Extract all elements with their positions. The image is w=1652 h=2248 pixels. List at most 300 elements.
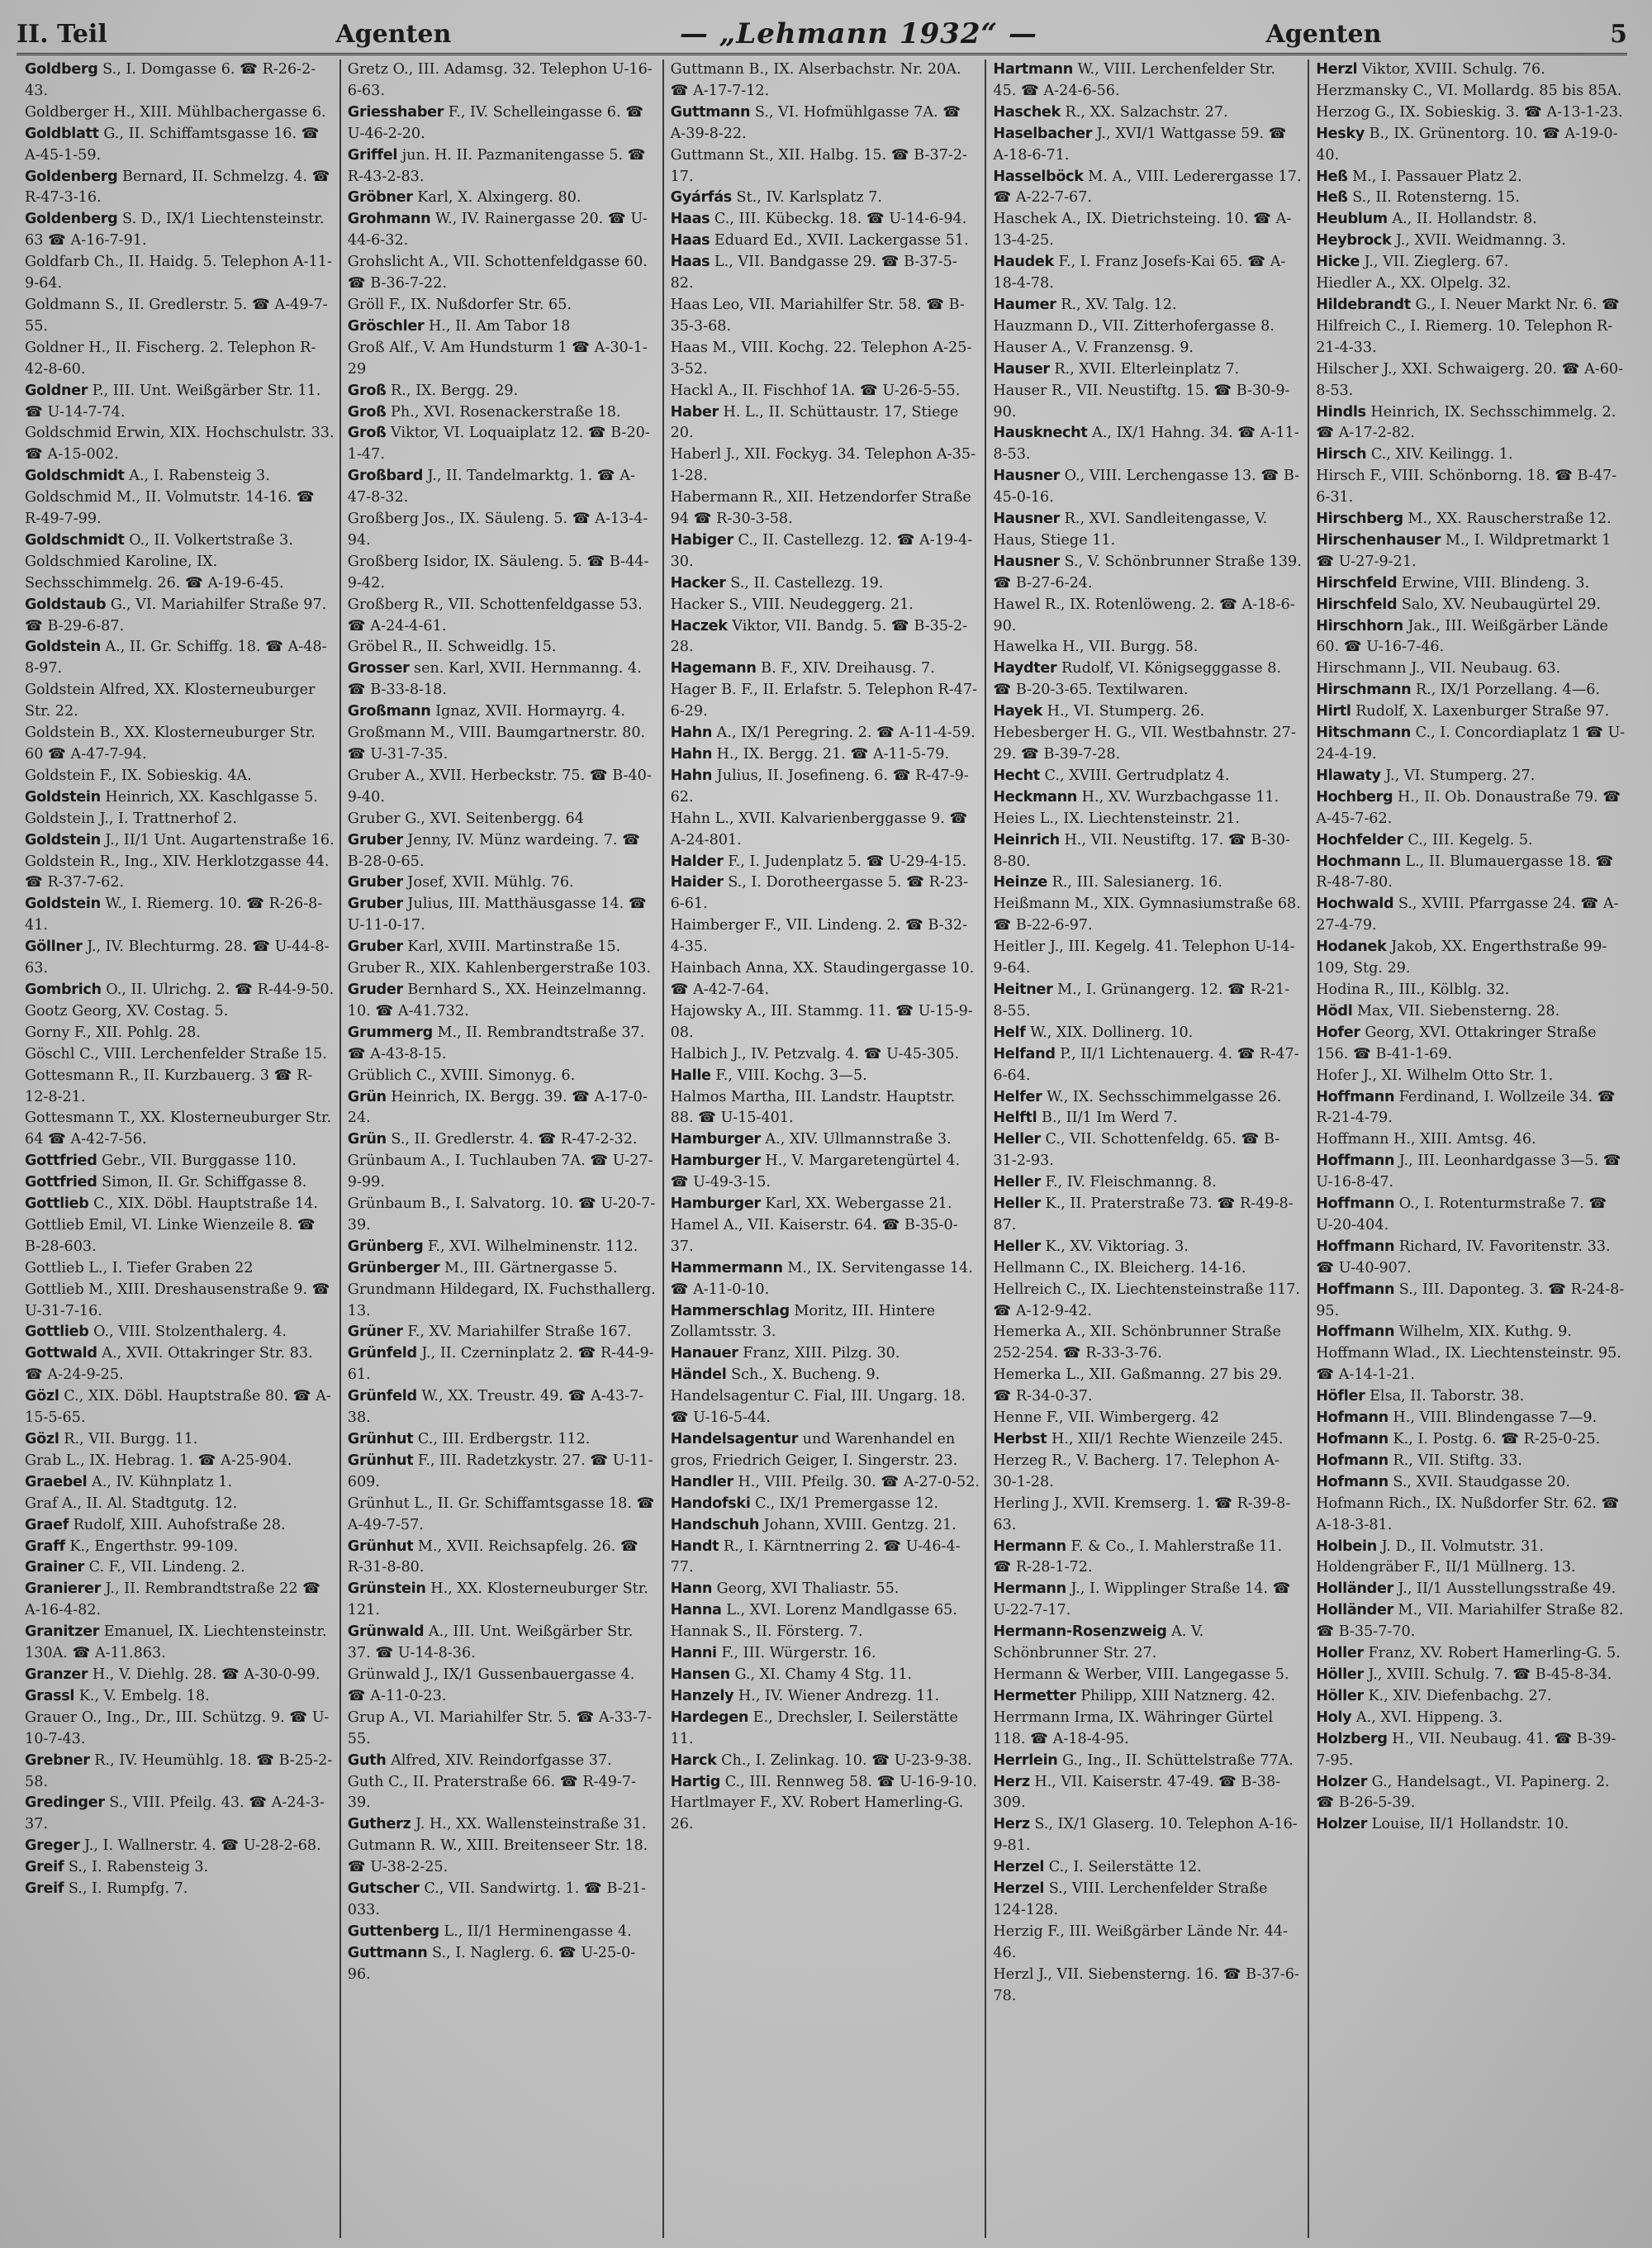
entry-details: W., XX. Treustr. 49. ☎ A-43-7-38. bbox=[347, 1388, 644, 1427]
entry-name: Hitschmann bbox=[1316, 725, 1412, 742]
directory-entry bbox=[339, 980, 657, 1023]
entry-name: Hanzely bbox=[670, 1687, 734, 1704]
entry-name: Hirschenhauser bbox=[1316, 531, 1441, 549]
entry-name: Gottfried bbox=[25, 1153, 97, 1170]
directory-entry bbox=[339, 252, 657, 295]
directory-entry bbox=[339, 1537, 657, 1580]
directory-entry bbox=[1308, 1087, 1626, 1130]
entry-name: Heinrich bbox=[993, 831, 1060, 848]
directory-entry bbox=[23, 1343, 335, 1386]
entry-details: Sch., X. Bucheng. 9. bbox=[726, 1366, 881, 1384]
entry-details: Erwine, VIII. Blindeng. 3. bbox=[1397, 574, 1590, 592]
entry-details: Herling J., XVII. Kremserg. 1. ☎ R-39-8-63. bbox=[993, 1495, 1291, 1533]
entry-details: Goldschmid M., II. Volmutstr. 14-16. ☎ R-49-7-99. bbox=[25, 489, 315, 528]
directory-entry bbox=[339, 1579, 657, 1622]
entry-details: F., I. Judenplatz 5. ☎ U-29-4-15. bbox=[723, 853, 967, 870]
entry-details: O., I. Rotenturmstraße 7. ☎ U-20-404. bbox=[1316, 1195, 1607, 1233]
entry-details: Viktor, VII. Bandg. 5. ☎ B-35-2-28. bbox=[670, 617, 968, 656]
entry-name: Goldstein bbox=[25, 831, 101, 848]
directory-entry bbox=[1308, 295, 1626, 316]
directory-entry bbox=[1308, 1472, 1626, 1494]
entry-name: Goldenberg bbox=[25, 168, 118, 185]
entry-details: Großberg R., VII. Schottenfeldgasse 53. ☎ A-24-4-61. bbox=[347, 596, 643, 634]
directory-entry bbox=[662, 1386, 980, 1429]
entry-details: F. & Co., I. Mahlerstraße 11. ☎ R-28-1-72. bbox=[993, 1537, 1283, 1576]
entry-name: Grünberger bbox=[347, 1259, 440, 1276]
entry-name: Hammermann bbox=[670, 1259, 783, 1276]
entry-details: Henne F., VII. Wimbergerg. 42 bbox=[993, 1409, 1219, 1427]
entry-details: Louise, II/1 Hollandstr. 10. bbox=[1367, 1816, 1569, 1833]
entry-details: Halbich J., IV. Petzvalg. 4. ☎ U-45-305. bbox=[670, 1045, 960, 1062]
entry-details: Grundmann Hildegard, IX. Fuchsthallerg. 13. bbox=[347, 1281, 656, 1319]
entry-details: L., VII. Bandgasse 29. ☎ B-37-5-82. bbox=[670, 254, 957, 292]
entry-name: Griesshaber bbox=[347, 103, 444, 121]
directory-entry bbox=[339, 1836, 657, 1879]
entry-details: H., VIII. Blindengasse 7—9. bbox=[1388, 1409, 1597, 1427]
entry-details: H., II. Ob. Donaustraße 79. ☎ A-45-7-62. bbox=[1316, 788, 1621, 827]
entry-name: Göllner bbox=[25, 939, 83, 956]
entry-details: H., IX. Bergg. 21. ☎ A-11-5-79. bbox=[712, 746, 950, 763]
directory-entry bbox=[662, 530, 980, 573]
directory-entry bbox=[339, 1194, 657, 1237]
entry-details: Göschl C., VIII. Lerchenfelder Straße 15. bbox=[25, 1045, 327, 1062]
entry-details: Hamel A., VII. Kaiserstr. 64. ☎ B-35-0-37. bbox=[670, 1216, 958, 1255]
entry-name: Haas bbox=[670, 232, 710, 250]
entry-name: Hann bbox=[670, 1580, 713, 1598]
entry-name: Grassl bbox=[25, 1687, 75, 1704]
entry-details: Handelsagentur C. Fial, III. Ungarg. 18. ☎ U-16-5-44. bbox=[670, 1388, 966, 1427]
entry-name: Holbein bbox=[1316, 1537, 1378, 1555]
entry-details: A., XVII. Ottakringer Str. 83. ☎ A-24-9-25. bbox=[25, 1345, 313, 1384]
directory-entry bbox=[985, 1686, 1303, 1708]
entry-name: Holy bbox=[1316, 1709, 1352, 1726]
entry-details: Heitler J., III. Kegelg. 41. Telephon U-14-9-64. bbox=[993, 939, 1295, 977]
directory-entry bbox=[662, 338, 980, 381]
directory-entry bbox=[339, 1087, 657, 1130]
entry-details: O., VIII. Stolzenthalerg. 4. bbox=[88, 1324, 287, 1341]
entry-details: W., XIX. Dollinerg. 10. bbox=[1025, 1024, 1194, 1041]
entry-details: Guttmann St., XII. Halbg. 15. ☎ B-37-2-17. bbox=[670, 146, 967, 185]
directory-entry bbox=[662, 1151, 980, 1194]
entry-details: S., VIII. Pfeilg. 43. ☎ A-24-3-37. bbox=[25, 1794, 325, 1833]
directory-entry bbox=[23, 1194, 335, 1215]
entry-details: Goldberger H., XIII. Mühlbachergasse 6. bbox=[25, 103, 326, 121]
entry-details: Emanuel, IX. Liechtensteinstr. 130A. ☎ A-11.863. bbox=[25, 1623, 327, 1662]
entry-details: Hacker S., VIII. Neudeggerg. 21. bbox=[670, 596, 914, 613]
entry-details: W., I. Riemerg. 10. ☎ R-26-8-41. bbox=[25, 896, 323, 934]
entry-details: J., XVIII. Schulg. 7. ☎ B-45-8-34. bbox=[1363, 1666, 1612, 1683]
entry-details: Gretz O., III. Adamsg. 32. Telephon U-16-6-63. bbox=[347, 61, 653, 99]
entry-name: Gottlieb bbox=[25, 1195, 89, 1213]
entry-details: Grohslicht A., VII. Schottenfeldgasse 60. ☎ B-36-7-22. bbox=[347, 254, 648, 292]
entry-name: Heller bbox=[993, 1131, 1041, 1148]
directory-entry bbox=[662, 1494, 980, 1515]
entry-details: C., II. Castellezg. 12. ☎ A-19-4-30. bbox=[670, 531, 973, 570]
entry-name: Hirschhorn bbox=[1316, 617, 1403, 634]
entry-details: Haas Leo, VII. Mariahilfer Str. 58. ☎ B-35-3-68. bbox=[670, 296, 965, 335]
directory-entry bbox=[662, 616, 980, 659]
directory-entry bbox=[985, 1494, 1303, 1537]
publication-title: — „Lehmann 1932“ — bbox=[679, 17, 1037, 50]
directory-entry bbox=[985, 723, 1303, 766]
entry-details: Grab L., IX. Hebrag. 1. ☎ A-25-904. bbox=[25, 1452, 292, 1469]
entry-details: L., II/1 Herminengasse 4. bbox=[439, 1922, 632, 1940]
entry-details: Haas M., VIII. Kochg. 22. Telephon A-25-3-52. bbox=[670, 339, 972, 378]
directory-entry bbox=[23, 637, 335, 680]
directory-entry bbox=[23, 466, 335, 487]
entry-details: J., VII. Zieglerg. 67. bbox=[1360, 254, 1509, 271]
entry-details: Viktor, XVIII. Schulg. 76. bbox=[1357, 61, 1545, 78]
entry-name: Holländer bbox=[1316, 1580, 1393, 1598]
directory-entry bbox=[1308, 530, 1626, 573]
entry-name: Hardegen bbox=[670, 1709, 749, 1726]
entry-details: J., I. Wallnerstr. 4. ☎ U-28-2-68. bbox=[79, 1837, 321, 1855]
directory-entry bbox=[1308, 1429, 1626, 1451]
entry-name: Hahn bbox=[670, 767, 713, 784]
entry-name: Greger bbox=[25, 1837, 80, 1855]
directory-entry bbox=[1308, 980, 1626, 1001]
directory-entry bbox=[662, 1429, 980, 1472]
directory-entry bbox=[339, 423, 657, 466]
entry-details: G., Handelsagt., VI. Papinerg. 2. ☎ B-26-5-39. bbox=[1316, 1773, 1610, 1812]
entry-name: Hausner bbox=[993, 511, 1061, 528]
directory-entry bbox=[662, 1087, 980, 1130]
entry-name: Handelsagentur bbox=[670, 1431, 799, 1447]
entry-details: Gebr., VII. Burggasse 110. bbox=[97, 1153, 297, 1170]
entry-details: Hirsch F., VIII. Schönborng. 18. ☎ B-47-6-31. bbox=[1316, 468, 1617, 506]
entry-details: C., VII. Schottenfeldg. 65. ☎ B-31-2-93. bbox=[993, 1131, 1280, 1170]
directory-entry bbox=[339, 1322, 657, 1343]
entry-details: K., Engerthstr. 99-109. bbox=[64, 1537, 239, 1555]
entry-name: Handler bbox=[670, 1473, 733, 1490]
directory-entry bbox=[985, 1622, 1303, 1665]
entry-details: C., III. Erdbergstr. 112. bbox=[413, 1431, 591, 1447]
directory-entry bbox=[1308, 316, 1626, 359]
directory-entry bbox=[662, 1708, 980, 1751]
entry-name: Hagemann bbox=[670, 660, 757, 677]
entry-name: Hammerschlag bbox=[670, 1302, 790, 1319]
entry-details: L., II. Blumauergasse 18. ☎ R-48-7-80. bbox=[1316, 853, 1614, 891]
directory-entry bbox=[662, 295, 980, 338]
entry-details: R., XV. Talg. 12. bbox=[1056, 296, 1177, 313]
entry-details: S., II. Rotensterng. 15. bbox=[1347, 189, 1520, 207]
entry-details: Hajowsky A., III. Stammg. 11. ☎ U-15-9-08. bbox=[670, 1002, 973, 1041]
entry-details: Halmos Martha, III. Landstr. Hauptstr. 88. ☎ U-15-401. bbox=[670, 1088, 956, 1127]
directory-entry bbox=[339, 766, 657, 809]
directory-entry bbox=[1308, 1066, 1626, 1087]
directory-entry bbox=[985, 167, 1303, 210]
entry-name: Grünstein bbox=[347, 1580, 426, 1598]
entry-name: Gruber bbox=[347, 831, 403, 848]
directory-entry bbox=[985, 701, 1303, 723]
entry-name: Goldschmidt bbox=[25, 468, 125, 485]
entry-details: R., IV. Heumühlg. 18. ☎ B-25-2-58. bbox=[25, 1751, 333, 1790]
directory-entry bbox=[662, 1622, 980, 1643]
entry-details: Hofer J., XI. Wilhelm Otto Str. 1. bbox=[1316, 1067, 1554, 1084]
entry-details: Max, VII. Siebensterng. 28. bbox=[1352, 1002, 1560, 1019]
entry-details: Rudolf, X. Laxenburger Straße 97. bbox=[1351, 703, 1610, 720]
directory-entry bbox=[662, 1686, 980, 1708]
entry-details: Gruber A., XVII. Herbeckstr. 75. ☎ B-40-9-40. bbox=[347, 767, 652, 806]
entry-details: H., VII. Kaiserstr. 47-49. ☎ B-38-309. bbox=[993, 1773, 1281, 1812]
entry-name: Hofer bbox=[1316, 1024, 1360, 1041]
entry-name: Grünberg bbox=[347, 1238, 424, 1255]
directory-entry bbox=[662, 1600, 980, 1622]
directory-entry bbox=[1308, 1280, 1626, 1323]
entry-details: A., II. Hollandstr. 8. bbox=[1387, 211, 1537, 228]
entry-details: F., III. Würgerstr. 16. bbox=[716, 1645, 876, 1662]
directory-entry bbox=[985, 1129, 1303, 1172]
entry-details: Wilhelm, XIX. Kuthg. 9. bbox=[1394, 1324, 1572, 1341]
entry-details: Hebesberger H. G., VII. Westbahnstr. 27-29. ☎ B-39-7-28. bbox=[993, 725, 1296, 763]
entry-details: R., XVII. Elterleinplatz 7. bbox=[1049, 360, 1240, 378]
directory-columns bbox=[23, 59, 1631, 2238]
directory-entry bbox=[1308, 188, 1626, 209]
entry-name: Granierer bbox=[25, 1580, 102, 1598]
entry-details: Grünhut L., II. Gr. Schiffamtsgasse 18. ☎ A-49-7-57. bbox=[347, 1495, 655, 1533]
entry-details: Goldschmied Karoline, IX. Sechsschimmelg. 26. ☎ A-19-6-45. bbox=[25, 553, 284, 592]
entry-name: Gredinger bbox=[25, 1794, 105, 1812]
entry-details: H., IV. Wiener Andrezg. 11. bbox=[733, 1687, 940, 1704]
entry-details: Hainbach Anna, XX. Staudingergasse 10. ☎ A-42-7-64. bbox=[670, 960, 975, 998]
directory-entry bbox=[1308, 1408, 1626, 1429]
entry-name: Gottfried bbox=[25, 1174, 97, 1191]
entry-name: Großbard bbox=[347, 468, 423, 485]
entry-name: Gottlieb bbox=[25, 1324, 89, 1341]
directory-entry bbox=[23, 295, 335, 338]
entry-name: Heinze bbox=[993, 874, 1047, 891]
entry-details: H., V. Diehlg. 28. ☎ A-30-0-99. bbox=[88, 1666, 320, 1683]
entry-name: Gottwald bbox=[25, 1345, 97, 1362]
directory-entry bbox=[985, 1665, 1303, 1686]
entry-details: J., II/1 Ausstellungsstraße 49. bbox=[1393, 1580, 1616, 1598]
directory-entry bbox=[339, 209, 657, 252]
entry-name: Hildebrandt bbox=[1316, 296, 1411, 313]
entry-name: Heller bbox=[993, 1195, 1041, 1213]
directory-entry bbox=[339, 1258, 657, 1280]
directory-entry bbox=[23, 852, 335, 895]
entry-name: Granzer bbox=[25, 1666, 88, 1683]
entry-name: Herrlein bbox=[993, 1751, 1058, 1769]
entry-name: Gruber bbox=[347, 896, 403, 913]
directory-entry bbox=[23, 1557, 335, 1579]
entry-name: Hartig bbox=[670, 1773, 721, 1790]
directory-entry bbox=[339, 1751, 657, 1772]
entry-name: Heß bbox=[1316, 189, 1348, 207]
entry-details: Gruber G., XVI. Seitenbergg. 64 bbox=[347, 810, 584, 827]
entry-details: S., I. Domgasse 6. ☎ R-26-2-43. bbox=[25, 61, 316, 99]
entry-details: S., VI. Hofmühlgasse 7A. ☎ A-39-8-22. bbox=[670, 103, 961, 142]
directory-entry bbox=[339, 338, 657, 381]
page-header bbox=[17, 15, 1627, 55]
directory-entry bbox=[1308, 1343, 1626, 1386]
entry-details: Rudolf, XIII. Auhofstraße 28. bbox=[69, 1516, 286, 1533]
entry-details: Hiedler A., XX. Olpelg. 32. bbox=[1316, 275, 1512, 292]
directory-entry bbox=[662, 402, 980, 445]
entry-details: Alfred, XIV. Reindorfgasse 37. bbox=[386, 1751, 612, 1769]
entry-details: Franz, XV. Robert Hamerling-G. 5. bbox=[1363, 1645, 1621, 1662]
entry-details: Hartlmayer F., XV. Robert Hamerling-G. 26. bbox=[670, 1794, 964, 1833]
entry-details: J., XVI/1 Wattgasse 59. ☎ A-18-6-71. bbox=[993, 125, 1287, 164]
entry-name: Holzer bbox=[1316, 1773, 1368, 1790]
entry-details: C., XIX. Döbl. Hauptstraße 14. bbox=[88, 1195, 318, 1213]
entry-details: Gootz Georg, XV. Costag. 5. bbox=[25, 1002, 229, 1019]
entry-name: Hartmann bbox=[993, 61, 1073, 78]
entry-details: Goldfarb Ch., II. Haidg. 5. Telephon A-11-9-64. bbox=[25, 254, 332, 292]
entry-details: Guttmann B., IX. Alserbachstr. Nr. 20A. ☎ A-17-7-12. bbox=[670, 61, 961, 99]
directory-entry bbox=[1308, 466, 1626, 509]
entry-name: Gözl bbox=[25, 1388, 59, 1405]
entry-details: W., IV. Rainergasse 20. ☎ U-44-6-32. bbox=[347, 211, 648, 250]
directory-entry bbox=[985, 1087, 1303, 1109]
entry-name: Gutscher bbox=[347, 1880, 420, 1898]
entry-name: Heitner bbox=[993, 981, 1053, 998]
entry-name: Harck bbox=[670, 1751, 717, 1769]
entry-details: Großberg Isidor, IX. Säuleng. 5. ☎ B-44-9-42. bbox=[347, 553, 649, 592]
entry-name: Heybrock bbox=[1316, 232, 1392, 250]
directory-entry bbox=[662, 1751, 980, 1772]
directory-entry bbox=[985, 1172, 1303, 1194]
directory-entry bbox=[23, 1280, 335, 1323]
directory-entry bbox=[339, 1386, 657, 1429]
directory-entry bbox=[23, 1066, 335, 1109]
entry-details: H., XII/1 Rechte Wienzeile 245. bbox=[1047, 1431, 1284, 1447]
directory-entry bbox=[1308, 573, 1626, 595]
entry-details: Moritz, III. Hintere Zollamtsstr. 3. bbox=[670, 1302, 936, 1341]
entry-details: Richard, IV. Favoritenstr. 33. ☎ U-40-907. bbox=[1316, 1238, 1611, 1276]
directory-entry bbox=[662, 1129, 980, 1151]
directory-entry bbox=[339, 402, 657, 424]
entry-name: Greif bbox=[25, 1880, 64, 1898]
entry-details: F., I. Franz Josefs-Kai 65. ☎ A-18-4-78. bbox=[993, 254, 1286, 292]
entry-name: Herzel bbox=[993, 1859, 1045, 1876]
entry-details: Goldstein Alfred, XX. Klosterneuburger Str. 22. bbox=[25, 682, 316, 720]
directory-entry bbox=[339, 466, 657, 509]
entry-details: Goldstein J., I. Trattnerhof 2. bbox=[25, 810, 237, 827]
entry-name: Handschuh bbox=[670, 1516, 760, 1533]
entry-details: H., V. Margaretengürtel 4. ☎ U-49-3-15. bbox=[670, 1153, 961, 1191]
directory-entry bbox=[662, 809, 980, 852]
directory-entry bbox=[23, 1622, 335, 1665]
entry-name: Grummerg bbox=[347, 1024, 433, 1041]
entry-details: Hilscher J., XXI. Schwaigerg. 20. ☎ A-60-8-53. bbox=[1316, 360, 1624, 399]
directory-entry bbox=[985, 1579, 1303, 1622]
directory-entry bbox=[339, 316, 657, 338]
entry-name: Grebner bbox=[25, 1751, 90, 1769]
entry-details: Gottlieb L., I. Tiefer Graben 22 bbox=[25, 1259, 254, 1276]
entry-name: Hansen bbox=[670, 1666, 730, 1683]
entry-name: Hoffmann bbox=[1316, 1195, 1395, 1213]
directory-entry bbox=[985, 1751, 1303, 1772]
entry-details: S., I. Naglerg. 6. ☎ U-25-0-96. bbox=[347, 1944, 636, 1983]
directory-entry bbox=[339, 188, 657, 209]
entry-details: Karl, XX. Webergasse 21. bbox=[760, 1195, 952, 1213]
directory-entry bbox=[985, 1879, 1303, 1922]
directory-entry bbox=[662, 252, 980, 295]
entry-details: Guth C., II. Praterstraße 66. ☎ R-49-7-39. bbox=[347, 1773, 636, 1812]
entry-details: Julius, II. Josefineng. 6. ☎ R-47-9-62. bbox=[670, 767, 969, 806]
directory-entry bbox=[1308, 1729, 1626, 1772]
directory-entry bbox=[985, 295, 1303, 316]
entry-details: J., III. Leonhardgasse 3—5. ☎ U-16-8-47. bbox=[1316, 1153, 1621, 1191]
entry-details: W., VIII. Lerchenfelder Str. 45. ☎ A-24-6-56. bbox=[993, 61, 1275, 99]
directory-entry bbox=[1308, 1686, 1626, 1708]
directory-entry bbox=[23, 894, 335, 937]
directory-entry bbox=[985, 509, 1303, 552]
directory-entry bbox=[985, 872, 1303, 894]
directory-entry bbox=[662, 1665, 980, 1686]
entry-details: Hauzmann D., VII. Zitterhofergasse 8. bbox=[993, 317, 1275, 335]
entry-details: Gottesmann T., XX. Klosterneuburger Str. 64 ☎ A-42-7-56. bbox=[25, 1110, 332, 1148]
entry-name: Helf bbox=[993, 1024, 1026, 1041]
directory-entry bbox=[662, 444, 980, 487]
directory-column-2 bbox=[339, 59, 662, 2238]
entry-name: Hayek bbox=[993, 703, 1043, 720]
directory-entry bbox=[23, 680, 335, 723]
directory-entry bbox=[1308, 1600, 1626, 1643]
directory-entry bbox=[1308, 1772, 1626, 1815]
directory-entry bbox=[662, 1365, 980, 1386]
entry-details: M., II. Rembrandtstraße 37. ☎ A-43-8-15. bbox=[347, 1024, 645, 1062]
directory-entry bbox=[1308, 723, 1626, 766]
directory-entry bbox=[339, 1066, 657, 1087]
directory-entry bbox=[339, 1814, 657, 1836]
entry-details: A., III. Unt. Weißgärber Str. 37. ☎ U-14-8-36. bbox=[347, 1623, 634, 1662]
entry-details: Holdengräber F., II/1 Müllnerg. 13. bbox=[1316, 1559, 1576, 1576]
directory-entry bbox=[339, 872, 657, 894]
directory-entry bbox=[1308, 509, 1626, 530]
entry-name: Haudek bbox=[993, 254, 1054, 271]
entry-details: Johann, XVIII. Gentzg. 21. bbox=[759, 1516, 957, 1533]
directory-entry bbox=[1308, 209, 1626, 231]
directory-entry bbox=[985, 1429, 1303, 1451]
entry-name: Grünhut bbox=[347, 1537, 414, 1555]
directory-entry bbox=[1308, 102, 1626, 124]
directory-entry bbox=[1308, 1579, 1626, 1600]
directory-entry bbox=[23, 1215, 335, 1258]
directory-entry bbox=[23, 830, 335, 852]
entry-details: A., XIV. Ullmannstraße 3. bbox=[760, 1131, 952, 1148]
directory-entry bbox=[985, 1537, 1303, 1580]
entry-name: Goldstaub bbox=[25, 596, 107, 613]
directory-entry bbox=[985, 1708, 1303, 1751]
directory-entry bbox=[662, 209, 980, 231]
entry-details: H., VII. Neubaug. 41. ☎ B-39-7-95. bbox=[1316, 1730, 1616, 1769]
section-label-left: Agenten bbox=[335, 19, 452, 49]
directory-entry bbox=[339, 1280, 657, 1323]
entry-details: G., Ing., II. Schüttelstraße 77A. bbox=[1057, 1751, 1294, 1769]
directory-entry bbox=[662, 744, 980, 766]
directory-entry bbox=[1308, 701, 1626, 723]
directory-entry bbox=[23, 809, 335, 830]
directory-entry bbox=[23, 530, 335, 552]
directory-entry bbox=[23, 980, 335, 1001]
entry-name: Gruber bbox=[347, 939, 403, 956]
entry-details: P., III. Unt. Weißgärber Str. 11. ☎ U-14-7-74. bbox=[25, 382, 321, 421]
entry-details: J., VI. Stumperg. 27. bbox=[1380, 767, 1536, 784]
entry-details: C., III. Rennweg 58. ☎ U-16-9-10. bbox=[720, 1773, 977, 1790]
entry-details: O., II. Volkertstraße 3. bbox=[124, 531, 293, 549]
entry-name: Groß bbox=[347, 382, 387, 399]
directory-entry bbox=[1308, 937, 1626, 980]
entry-name: Guttmann bbox=[670, 103, 751, 121]
entry-details: Jak., III. Weißgärber Lände 60. ☎ U-16-7-46. bbox=[1316, 617, 1608, 656]
directory-entry bbox=[985, 937, 1303, 980]
directory-entry bbox=[662, 1515, 980, 1537]
entry-details: A., IX/1 Peregring. 2. ☎ A-11-4-59. bbox=[712, 725, 976, 742]
entry-name: Hermetter bbox=[993, 1687, 1076, 1704]
entry-details: A., II. Gr. Schiffg. 18. ☎ A-48-8-97. bbox=[25, 639, 327, 677]
